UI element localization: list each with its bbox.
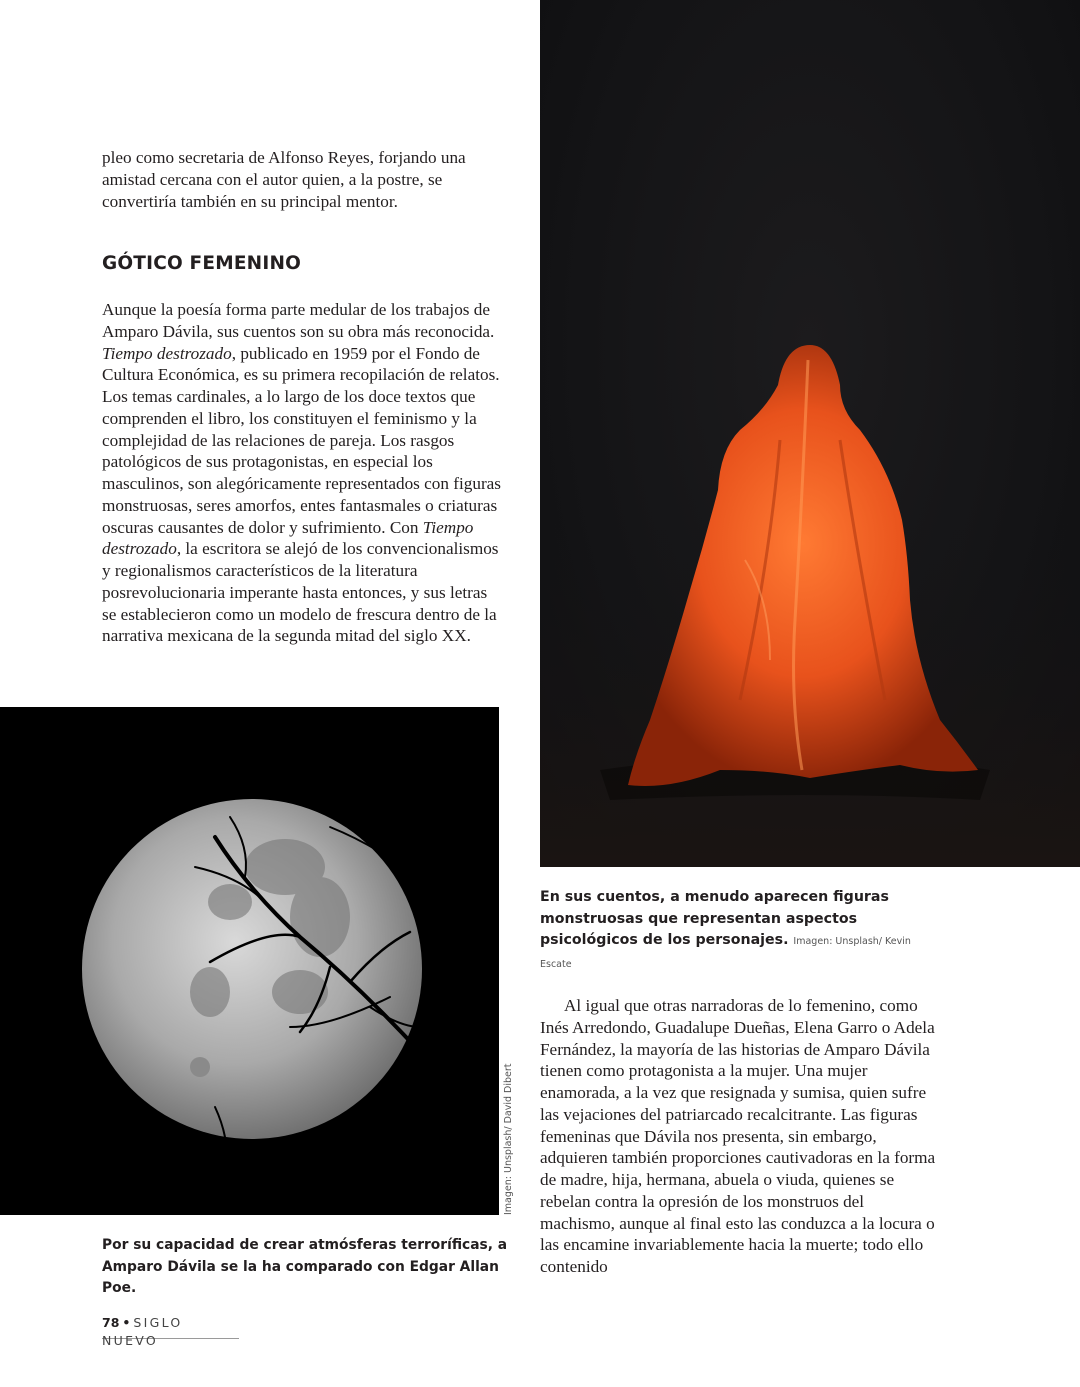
- ghost-photo-credit: Imagen: Unsplash/ Kevin Escate: [540, 936, 911, 970]
- moon-photo: [0, 707, 499, 1215]
- main-text-part-3: , la escritora se alejó de los convencionalismos y regionalismos característicos de la literatura posrevolucionaria imperante hasta entonces, y sus letras se establecieron como un modelo de frescura dentro de la narrativa mexicana de la segunda mitad del siglo XX.: [102, 539, 499, 646]
- folio-separator: •: [122, 1315, 131, 1330]
- column2-text: Al igual que otras narradoras de lo femenino, como Inés Arredondo, Guadalupe Dueñas, Elena Garro o Adela Fernández, la mayoría de las historias de Amparo Dávila tienen como protagonista a la mujer. Una mujer enamorada, a la vez que resignada y sumisa, quien sufre las vejaciones del patriarcado recalcitrante. Las figuras femeninas que Dávila nos presenta, sin embargo, adquieren también proporciones cautivadoras en la forma de madre, hija, hermana, abuela o viuda, quienes se rebelan contra la opresión de los monstruos del machismo, aunque al final esto las conduzca a la locura o las encamine invariablemente hacia la muerte; todo ello contenido: [540, 996, 936, 1276]
- intro-paragraph: [102, 147, 502, 212]
- main-text: [102, 299, 502, 647]
- ghost-figure-photo: [540, 0, 1080, 867]
- page-footer: [102, 1314, 239, 1348]
- moon-photo-credit: Imagen: Unsplash/ David Dibert: [503, 1063, 514, 1215]
- moon-photo-caption: Por su capacidad de crear atmósferas terroríficas, a Amparo Dávila se la ha comparado con Edgar Allan Poe.: [102, 1237, 508, 1296]
- ghost-caption-text: En sus cuentos, a menudo aparecen figuras monstruosas que representan aspectos psicológicos de los personajes.: [540, 889, 889, 948]
- book-title-1: Tiempo destrozado: [102, 343, 232, 363]
- section-heading: GÓTICO FEMENINO: [102, 253, 302, 274]
- moon-disc: [82, 799, 422, 1139]
- ghost-figure-illustration: [540, 0, 1080, 867]
- main-text-part-2: , publicado en 1959 por el Fondo de Cultura Económica, es su primera recopilación de relatos. Los temas cardinales, a lo largo de los doce textos que comprenden el libro, los constituyen el feminismo y la complejidad de las relaciones de pareja. Los rasgos patológicos de sus protagonistas, en especial los masculinos, son alegóricamente representados con figuras monstruosas, seres amorfos, entes fantasmales o criaturas oscuras causantes de dolor y sufrimiento. Con: [102, 343, 501, 537]
- full-moon-illustration: [0, 707, 499, 1215]
- column2-paragraph: [540, 995, 940, 1278]
- main-text-part-1: Aunque la poesía forma parte medular de los trabajos de Amparo Dávila, sus cuentos son su obra más reconocida.: [102, 300, 495, 341]
- magazine-name: SIGLO NUEVO: [102, 1315, 183, 1348]
- main-paragraph: [102, 299, 502, 647]
- book-title-2: Tiempo destrozado: [102, 517, 474, 559]
- page-number: 78: [102, 1315, 120, 1330]
- ghost-photo-caption: [540, 887, 940, 975]
- intro-text: pleo como secretaria de Alfonso Reyes, forjando una amistad cercana con el autor quien, a la postre, se convertiría también en su principal mentor.: [102, 148, 466, 211]
